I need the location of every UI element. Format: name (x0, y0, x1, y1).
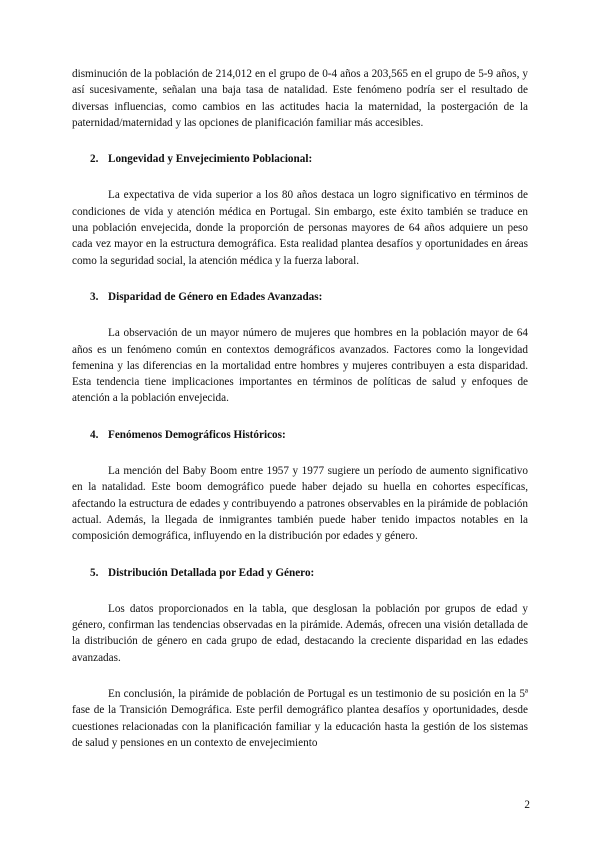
section-heading (72, 151, 528, 167)
page-content (72, 66, 528, 751)
section-number: 3. (90, 290, 99, 303)
intro-paragraph: disminución de la población de 214,012 en el grupo de 0-4 años a 203,565 en el grupo de 5-9 años, y así sucesivamente, señalan una baja tasa de natalidad. Este fenómeno podría ser el resultado de diversas influencias, como cambios en las actitudes hacia la maternidad, la postergación de la paternidad/maternidad y las opciones de planificación familiar más accesibles. (72, 68, 528, 129)
section-title: Disparidad de Género en Edades Avanzadas: (108, 290, 323, 303)
section-title: Longevidad y Envejecimiento Poblacional: (108, 153, 313, 166)
section-title: Fenómenos Demográficos Históricos: (108, 428, 286, 441)
section-body: La observación de un mayor número de mujeres que hombres en la población mayor de 64 años es un fenómeno común en contextos demográficos avanzados. Factores como la longevidad femenina y las diferencias en la mortalidad entre hombres y mujeres contribuyen a esta disparidad. Esta tendencia tiene implicaciones importantes en términos de políticas de salud y enfoques de atención a la población envejecida. (72, 327, 528, 405)
section-number: 4. (90, 428, 99, 441)
section-title: Distribución Detallada por Edad y Género: (108, 566, 315, 579)
conclusion-paragraph: En conclusión, la pirámide de población de Portugal es un testimonio de su posición en la 5ª fase de la Transición Demográfica. Este perfil demográfico plantea desafíos y oportunidades, desde cuestiones relacionadas con la planificación familiar y la educación hasta la gestión de los sistemas de salud y pensiones en un contexto de envejecimiento (72, 688, 528, 749)
section-number: 2. (90, 153, 99, 166)
section-body: La expectativa de vida superior a los 80 años destaca un logro significativo en términos de condiciones de vida y atención médica en Portugal. Sin embargo, este éxito también se traduce en una población envejecida, donde la proporción de personas mayores de 64 años adquiere un peso cada vez mayor en la estructura demográfica. Esta realidad plantea desafíos y oportunidades en áreas como la seguridad social, la atención médica y la fuerza laboral. (72, 189, 528, 267)
section-body: Los datos proporcionados en la tabla, que desglosan la población por grupos de edad y género, confirman las tendencias observadas en la pirámide. Además, ofrecen una visión detallada de la distribución de género en cada grupo de edad, destacando la creciente disparidad en las edades avanzadas. (72, 602, 528, 664)
section-heading (72, 289, 528, 305)
section-number: 5. (90, 566, 99, 579)
page-number: 2 (524, 799, 530, 811)
section-body: La mención del Baby Boom entre 1957 y 1977 sugiere un período de aumento significativo en la natalidad. Este boom demográfico puede haber dejado su huella en cohortes específicas, afectando la estructura de edades y contribuyendo a patrones observables en la pirámide de población actual. Además, la llegada de inmigrantes también puede haber tenido impactos notables en la composición demográfica, influyendo en la distribución por edades y género. (72, 465, 528, 543)
section-heading (72, 427, 528, 443)
section-heading (72, 565, 528, 581)
